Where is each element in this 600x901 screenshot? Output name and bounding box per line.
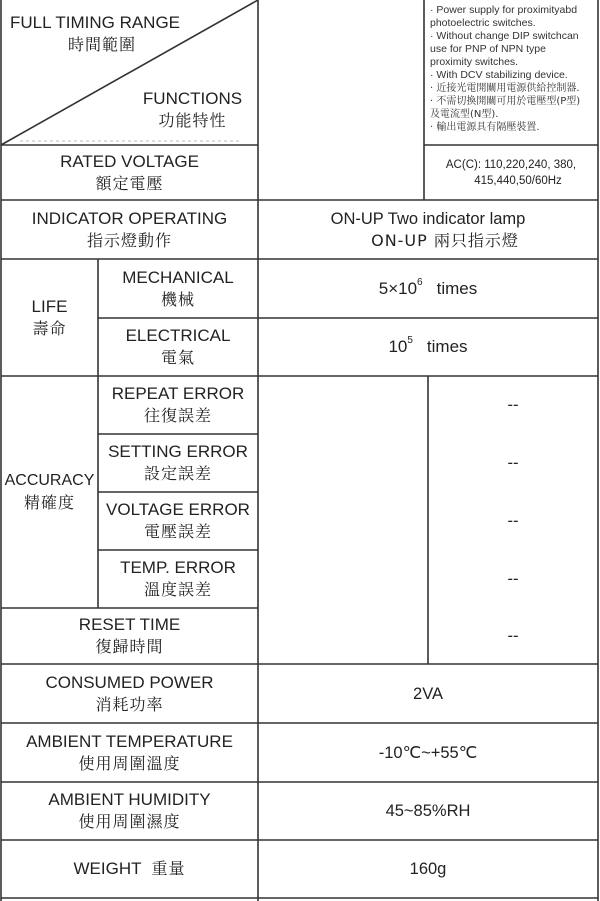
mechanical-en: MECHANICAL [122,267,234,287]
features-list [430,4,596,134]
repeat-error-label [98,376,258,434]
rated-voltage-zh: 額定電壓 [95,173,164,193]
rated-voltage-value-line: 415,440,50/60Hz [474,174,562,187]
rated-voltage-value-line: AC(C): 110,220,240, 380, [445,158,577,171]
voltage-error-en: VOLTAGE ERROR [106,500,250,519]
ambient-humidity-range: 45~85%RH [385,802,471,820]
ambient-temperature-label [1,723,258,782]
repeat-error-en: REPEAT ERROR [111,384,245,403]
ambient-temperature-value [258,723,598,782]
repeat-error-zh: 往復誤差 [143,406,212,425]
weight-amount: 160g [409,860,447,878]
electrical-en: ELECTRICAL [125,326,231,345]
rated-voltage-label [1,145,258,200]
ambient-humidity-zh: 使用周圍濕度 [78,812,181,831]
setting-error-en: SETTING ERROR [108,442,248,461]
ambient-humidity-label [1,782,258,840]
indicator-zh: 指示燈動作 [86,230,172,250]
weight-en: WEIGHT [73,859,142,878]
ambient-humidity-value [258,782,598,840]
temp-error-value [428,550,598,608]
electrical-zh: 電氣 [160,348,195,367]
consumed-power-label [1,664,258,723]
ambient-temperature-zh: 使用周圍溫度 [78,753,181,773]
full-timing-range-label [10,10,210,58]
voltage-error-zh: 電壓誤差 [143,522,212,541]
electrical-label [98,318,258,376]
reset-time-dash: -- [507,627,519,645]
temp-error-label [98,550,258,608]
consumed-power-zh: 消耗功率 [95,694,164,714]
feature-line: · With DCV stabilizing device. [430,69,568,81]
life-en: LIFE [31,296,68,316]
weight-value [258,840,598,898]
electrical-value: 10 $^5$ times [388,335,468,356]
feature-line: use for PNP of NPN type [430,43,546,55]
feature-line: photoelectric switches. [430,17,536,29]
accuracy-zh: 精確度 [23,493,75,512]
electrical-unit: times [426,337,468,356]
temp-error-zh: 溫度誤差 [143,580,212,599]
indicator-value-line: ON-UP Two indicator lamp [330,209,526,228]
indicator-label [1,200,258,259]
repeat-error-dash: -- [507,396,519,414]
reset-time-en: RESET TIME [78,615,181,634]
life-zh: 壽命 [32,318,67,338]
reset-time-value [428,608,598,664]
consumed-power-amount: 2VA [413,684,443,703]
voltage-error-label [98,492,258,550]
ambient-temperature-range: -10℃~+55℃ [378,743,478,762]
feature-line: · 輸出電源具有隔壓裝置. [430,122,540,133]
full-timing-range-en: FULL TIMING RANGE [10,13,181,32]
voltage-error-dash: -- [507,512,519,530]
repeat-error-value [428,376,598,434]
consumed-power-value [258,664,598,723]
ambient-humidity-en: AMBIENT HUMIDITY [48,790,211,809]
mechanical-zh: 機械 [160,289,195,309]
accuracy-en: ACCURACY [4,472,95,489]
mechanical-unit: times [436,278,478,298]
setting-error-zh: 設定誤差 [143,464,212,483]
indicator-value [258,200,598,259]
electrical-base: 10 [388,337,408,356]
feature-line: · Power supply for proximityabd [430,4,578,16]
feature-line: 及電流型(N型). [430,109,499,120]
feature-line: · 不需切換開關可用於電壓型(P型) [430,96,581,107]
reset-time-label [1,608,258,664]
mechanical-base: 5×10 [378,278,418,298]
setting-error-label [98,434,258,492]
life-label [1,259,98,376]
reset-time-zh: 復歸時間 [95,637,164,656]
weight-label [1,840,258,898]
feature-line: proximity switches. [430,56,519,68]
ambient-temperature-en: AMBIENT TEMPERATURE [26,731,233,751]
feature-line: · Without change DIP switchcan [430,30,579,42]
functions-en: FUNCTIONS [142,89,243,108]
setting-error-dash: -- [507,454,519,472]
full-timing-range-zh: 時間範圍 [68,35,137,54]
functions-label [130,86,255,134]
voltage-error-value [428,492,598,550]
functions-zh: 功能特性 [158,111,227,130]
rated-voltage-value [424,145,598,200]
feature-line: · 近接光電開關用電源供給控制器. [430,83,580,94]
rated-voltage-en: RATED VOLTAGE [60,151,199,171]
temp-error-en: TEMP. ERROR [120,558,236,577]
temp-error-dash: -- [507,570,519,588]
accuracy-label [1,376,98,608]
setting-error-value [428,434,598,492]
indicator-en: INDICATOR OPERATING [31,208,228,228]
mechanical-label [98,259,258,318]
indicator-value-line: ON-UP 兩只指示燈 [371,230,519,250]
weight-zh: 重量 [151,859,186,878]
mechanical-value: 5×10 $^6$ times [378,276,478,298]
consumed-power-en: CONSUMED POWER [45,672,214,692]
